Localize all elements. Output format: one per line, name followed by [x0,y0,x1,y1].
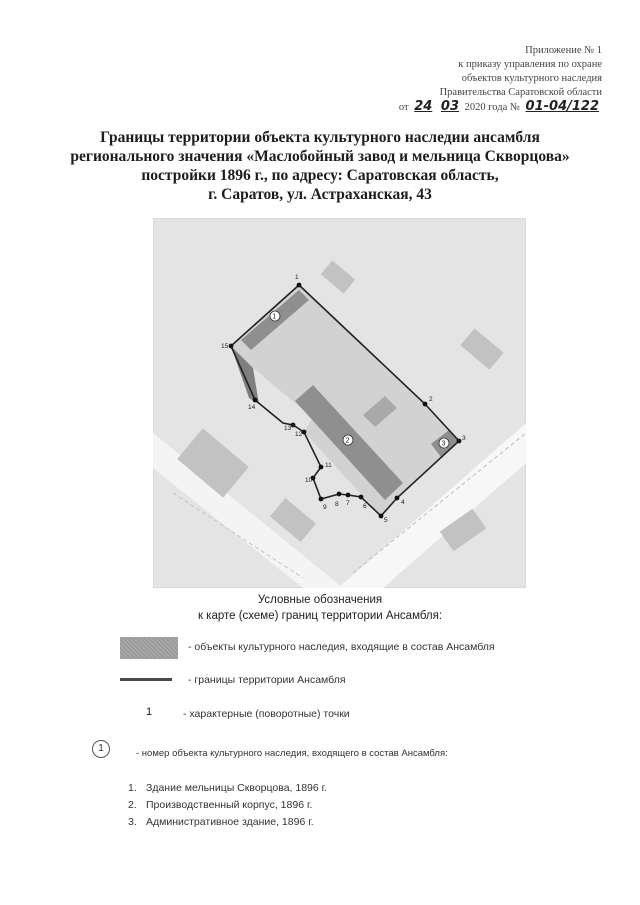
point-label: 2 [429,396,433,403]
annex-line-2: к приказу управления по охране [458,59,602,70]
legend-boundary-text: - границы территории Ансамбля [188,674,346,686]
object-marker-label: 2 [345,437,350,445]
point-label: 8 [335,501,339,508]
legend-heading-line-1: Условные обозначения [257,594,383,606]
legend-circle-example: 1 [92,740,110,758]
point-label: 6 [363,503,367,510]
point-label: 7 [346,500,350,507]
annex-day: 24 [414,99,433,114]
title-line-3: постройки 1896 г., по адресу: Саратовская область, [141,167,499,184]
point-label: 10 [305,477,313,484]
list-item-number: 3. [128,816,137,828]
title-line-1: Границы территории объекта культурного наследии ансамбля [100,129,540,146]
annex-month: 03 [440,99,460,114]
point-label: 1 [295,274,299,281]
point-label: 12 [295,431,303,438]
list-item [128,797,327,814]
point-label: 15 [221,343,229,350]
legend-points-text: - характерные (поворотные) точки [183,708,350,720]
point-label: 13 [284,425,292,432]
territory-map [153,218,526,588]
annex-line-3: объектов культурного наследия [461,73,602,84]
annex-order-number: 01-04/122 [525,99,599,114]
heritage-object-list [128,780,327,831]
title-line-4: г. Саратов, ул. Астраханская, 43 [208,186,432,203]
legend-heading [150,592,490,624]
legend-point-example: 1 [146,706,153,718]
list-item [128,814,327,831]
legend-objects-text: - объекты культурного наследия, входящие в состав Ансамбля [188,641,495,653]
point-label: 9 [323,504,327,511]
point-label: 14 [248,404,256,411]
annex-date-prefix: от [398,102,409,113]
object-marker-label: 3 [441,440,446,448]
annex-line-4: Правительства Саратовской области [439,87,602,98]
list-item-name: Производственный корпус, 1896 г. [146,799,313,811]
list-item [128,780,327,797]
annex-block [372,44,602,115]
annex-line-1: Приложение № 1 [525,45,602,56]
list-item-number: 2. [128,799,137,811]
legend-heading-line-2: к карте (схеме) границ территории Ансамбля: [197,610,443,622]
object-marker-label: 1 [272,313,277,321]
point-label: 4 [401,499,405,506]
legend-number-text: - номер объекта культурного наследия, входящего в состав Ансамбля: [136,748,448,759]
title-line-2: регионального значения «Маслобойный завод и мельница Скворцова» [70,148,570,165]
list-item-name: Административное здание, 1896 г. [146,816,314,828]
legend-heritage-swatch [120,637,178,659]
point-label: 11 [325,462,332,469]
annex-year-text: 2020 года № [464,102,520,113]
point-label: 5 [384,517,388,524]
document-title [70,128,570,204]
point-label: 3 [462,435,466,442]
annex-date-line [372,100,602,115]
list-item-number: 1. [128,782,137,794]
list-item-name: Здание мельницы Скворцова, 1896 г. [146,782,328,794]
legend-boundary-line [120,678,172,681]
